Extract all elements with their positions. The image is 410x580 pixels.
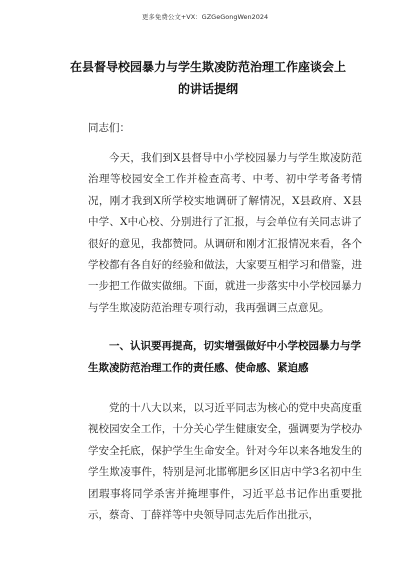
- paragraph-intro: 今天，我们到X县督导中小学校园暴力与学生欺凌防范治理等校园安全工作并检查高考、中考、初中学考备考情况，刚才我到X所学校实地调研了解情况，X县政府、X县中学、X中心校、分别进行了汇报，与会单位有关同志讲了很好的意见，我都赞同。从调研和刚才汇报情况来看，各个学校都有各自好的经验和做法，大家要互相学习和借鉴，进一步把工作做实做细。下面，就进一步落实中小学校园暴力与学生欺凌防范治理专项行动，我再强调三点意见。: [88, 152, 362, 314]
- section-heading: 一、认识要再提高，切实增强做好中小学校园暴力与学生欺凌防范治理工作的责任感、使命感、紧迫感: [88, 340, 361, 374]
- header-note: 更多免费公文+VX：GZGeGongWen2024: [141, 13, 269, 21]
- greeting: 同志们：: [88, 122, 130, 134]
- paragraph-body: 党的十八大以来，以习近平同志为核心的党中央高度重视校园安全工作，十分关心学生健康安全，强调要为学校办学安全托底，保护学生生命安全。针对今年以来各地发生的学生欺凌事件，特别是河北邯郸肥乡区旧店中学3名初中生团瑕事将同学杀害并掩埋事件，习近平总书记作出重要批示，蔡奇、丁薛祥等中央领导同志先后作出批示，: [88, 402, 362, 522]
- document-title: 在县督导校园暴力与学生欺凌防范治理工作座谈会上的讲话提纲: [70, 60, 347, 96]
